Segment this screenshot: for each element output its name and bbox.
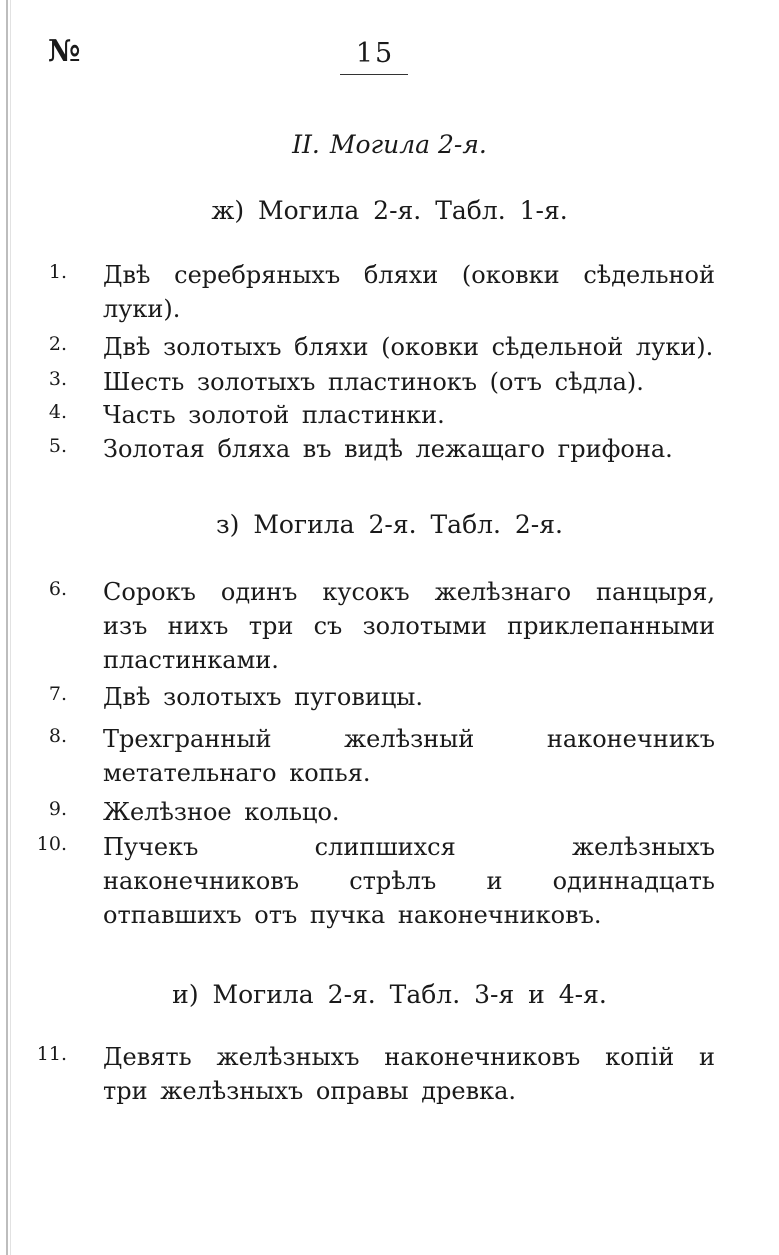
page-number: 15 xyxy=(355,38,395,69)
item-text: Пучекъ слипшихся желѣзныхъ наконечниковъ стрѣлъ и одиннадцать отпавшихъ отъ пучка наконечниковъ. xyxy=(103,833,715,929)
section-title-text: Могила 2-я. xyxy=(329,130,487,159)
item-text: Желѣзное кольцо. xyxy=(103,798,340,826)
item-number: 4. xyxy=(48,401,67,423)
item-number: 7. xyxy=(48,683,67,705)
group-heading: з) Могила 2-я. Табл. 2-я. xyxy=(216,510,563,539)
item-number: 6. xyxy=(48,578,67,600)
book-spine-edge xyxy=(6,0,8,1255)
book-spine-edge-inner xyxy=(10,0,11,1255)
item-number: 11. xyxy=(36,1043,67,1065)
item-number: 10. xyxy=(36,833,67,855)
item-text: Девять желѣзныхъ наконечниковъ копій и три желѣзныхъ оправы древка. xyxy=(103,1043,715,1105)
item-number: 9. xyxy=(48,798,67,820)
section-title xyxy=(0,130,779,159)
item-text: Золотая бляха въ видѣ лежащаго грифона. xyxy=(103,435,673,463)
numero-sign: № xyxy=(48,34,79,69)
item-text: Двѣ золотыхъ бляхи (оковки сѣдельной луки). xyxy=(103,333,714,361)
section-roman-numeral: II. xyxy=(292,130,320,159)
item-text: Часть золотой пластинки. xyxy=(103,401,445,429)
page-number-rule xyxy=(340,74,408,75)
item-number: 3. xyxy=(48,368,67,390)
item-text: Трехгранный желѣзный наконечникъ метательнаго копья. xyxy=(103,725,715,787)
item-number: 5. xyxy=(48,435,67,457)
item-number: 8. xyxy=(48,725,67,747)
item-text: Двѣ серебряныхъ бляхи (оковки сѣдельной луки). xyxy=(103,261,715,323)
item-number: 1. xyxy=(48,261,67,283)
item-number: 2. xyxy=(48,333,67,355)
item-text: Шесть золотыхъ пластинокъ (отъ сѣдла). xyxy=(103,368,644,396)
item-text: Двѣ золотыхъ пуговицы. xyxy=(103,683,423,711)
group-heading: ж) Могила 2-я. Табл. 1-я. xyxy=(211,196,568,225)
item-text: Сорокъ одинъ кусокъ желѣзнаго панцыря, изъ нихъ три съ золотыми приклепанными пластинками. xyxy=(103,578,715,674)
group-heading: и) Могила 2-я. Табл. 3-я и 4-я. xyxy=(172,980,607,1009)
